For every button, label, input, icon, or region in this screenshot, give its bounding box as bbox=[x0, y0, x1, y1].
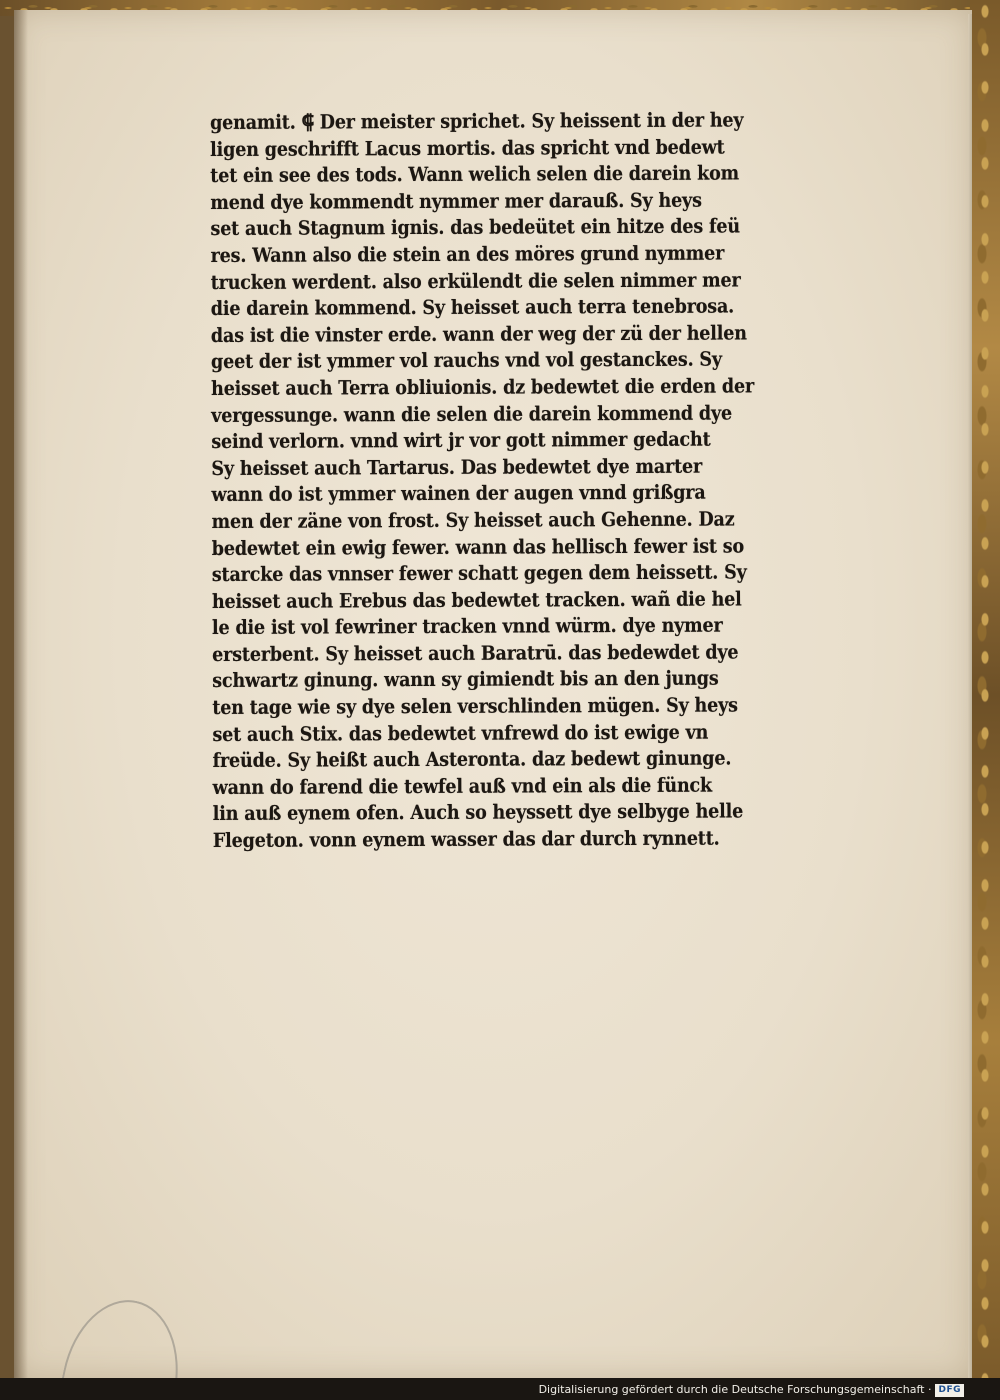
dfg-logo-icon: DFG bbox=[935, 1384, 964, 1397]
text-line: Flegeton. vonn eynem wasser das dar durch rynnett. bbox=[212, 826, 720, 853]
text-line: ersterbent. Sy heisset auch Baratrū. das bedewdet dye bbox=[212, 640, 739, 666]
text-line: Sy heisset auch Tartarus. Das bedewtet dye marter bbox=[211, 454, 703, 480]
blackletter-text-block bbox=[210, 107, 782, 854]
text-line: bedewtet ein ewig fewer. wann das hellisch fewer ist so bbox=[211, 533, 745, 560]
text-line: freüde. Sy heißt auch Asteronta. daz bedewt ginunge. bbox=[212, 746, 732, 773]
page-gutter-shadow bbox=[14, 10, 28, 1378]
text-line: heisset auch Erebus das bedewtet tracken. wañ die hel bbox=[211, 587, 742, 613]
text-line: seind verlorn. vnnd wirt jr vor gott nimmer gedacht bbox=[211, 427, 711, 454]
text-line: heisset auch Terra obliuionis. dz bedewtet die erden der bbox=[211, 374, 755, 400]
text-line: trucken werdent. also erkülendt die selen nimmer mer bbox=[210, 267, 741, 294]
funding-credit-text: Digitalisierung gefördert durch die Deutsche Forschungsgemeinschaft · bbox=[538, 1383, 932, 1396]
text-line: le die ist vol fewriner tracken vnnd würm. dye nymer bbox=[211, 613, 723, 640]
text-line: geet der ist ymmer vol rauchs vnd vol gestanckes. Sy bbox=[210, 347, 722, 374]
funding-credit bbox=[539, 1383, 964, 1397]
text-line: ligen geschrifft Lacus mortis. das spricht vnd bedewt bbox=[210, 135, 725, 161]
text-line: vergessunge. wann die selen die darein kommend dye bbox=[211, 401, 733, 427]
text-line: wann do ist ymmer wainen der augen vnnd grißgra bbox=[211, 480, 706, 507]
show-through-bleed bbox=[255, 940, 855, 1100]
text-line: tet ein see des tods. Wann welich selen die darein kom bbox=[210, 161, 740, 188]
text-line: set auch Stagnum ignis. das bedeütet ein hitze des feü bbox=[210, 214, 740, 241]
text-line: men der zäne von frost. Sy heisset auch Gehenne. Daz bbox=[211, 507, 735, 533]
text-line: mend dye kommendt nymmer mer darauß. Sy heys bbox=[210, 188, 702, 214]
text-line: starcke das vnnser fewer schatt gegen dem heissett. Sy bbox=[211, 560, 747, 587]
text-line: wann do farend die tewfel auß vnd ein als die fünck bbox=[212, 773, 713, 799]
text-line: set auch Stix. das bedewtet vnfrewd do ist ewige vn bbox=[212, 720, 709, 746]
book-cover-right-edge bbox=[970, 0, 1000, 1390]
page-right-edge bbox=[968, 14, 972, 1378]
text-line: die darein kommend. Sy heisset auch terra tenebrosa. bbox=[210, 294, 735, 321]
text-line: schwartz ginung. wann sy gimiendt bis an den jungs bbox=[212, 667, 719, 693]
text-line: genamit. ⸿ Der meister sprichet. Sy heissent in der hey bbox=[210, 108, 744, 134]
text-line: res. Wann also die stein an des möres grund nymmer bbox=[210, 241, 725, 267]
text-line: lin auß eynem ofen. Auch so heyssett dye selbyge helle bbox=[212, 799, 744, 826]
text-line: ten tage wie sy dye selen verschlinden mügen. Sy heys bbox=[212, 693, 738, 720]
text-line: das ist die vinster erde. wann der weg der zü der hellen bbox=[210, 321, 747, 347]
